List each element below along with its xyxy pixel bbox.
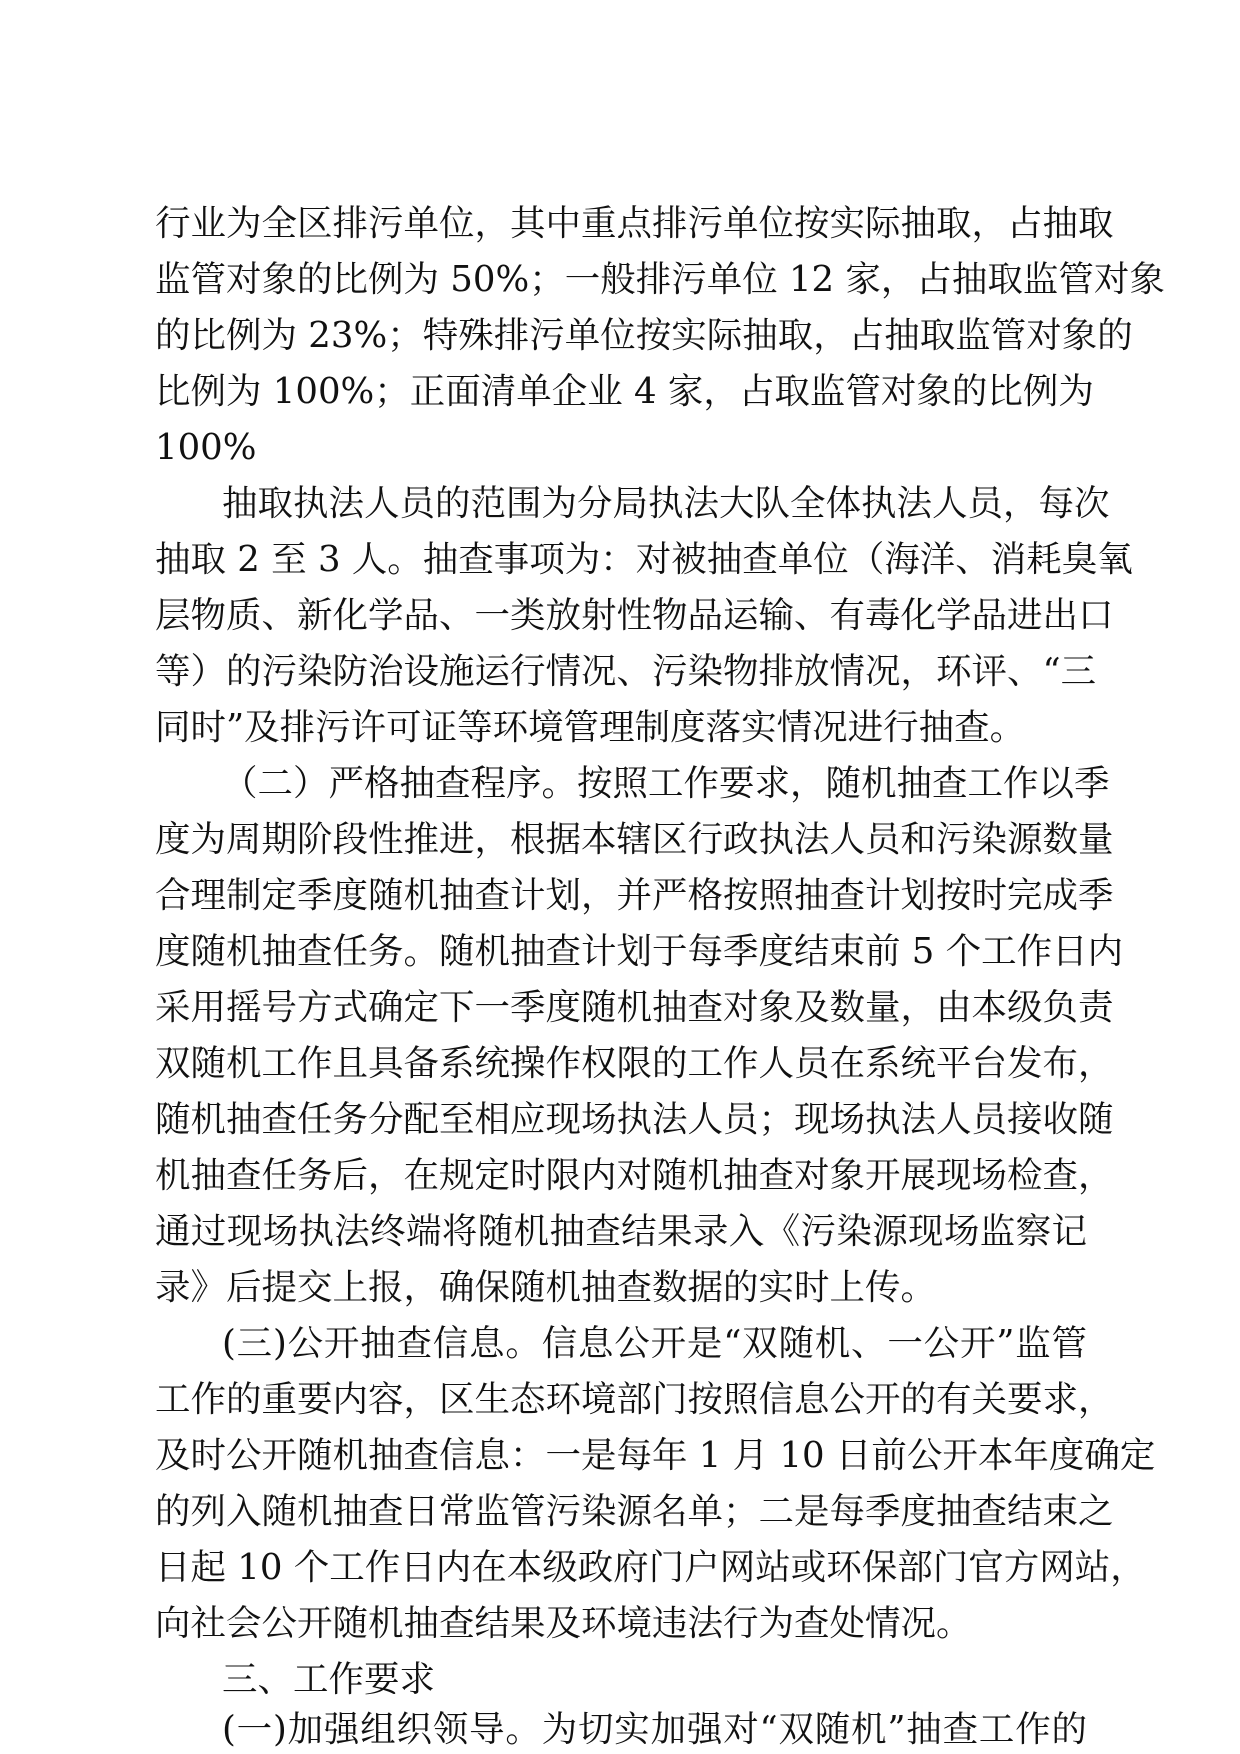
text-line: 同时”及排污许可证等环境管理制度落实情况进行抽查。 xyxy=(155,707,1026,748)
text-line: 层物质、新化学品、一类放射性物品运输、有毒化学品进出口 xyxy=(155,595,1114,636)
text-line: 合理制定季度随机抽查计划，并严格按照抽查计划按时完成季 xyxy=(155,875,1114,916)
text-line: (一)加强组织领导。为切实加强对“双随机”抽查工作的 xyxy=(222,1709,1087,1750)
text-line: 及时公开随机抽查信息：一是每年 1 月 10 日前公开本年度确定 xyxy=(155,1435,1156,1476)
text-line: (三)公开抽查信息。信息公开是“双随机、一公开”监管 xyxy=(222,1323,1087,1364)
text-line: 向社会公开随机抽查结果及环境违法行为查处情况。 xyxy=(155,1603,972,1644)
text-line: 录》后提交上报，确保随机抽查数据的实时上传。 xyxy=(155,1267,937,1308)
text-line: 行业为全区排污单位，其中重点排污单位按实际抽取，占抽取 xyxy=(155,203,1114,244)
text-line: 度为周期阶段性推进，根据本辖区行政执法人员和污染源数量 xyxy=(155,819,1114,860)
text-line: 的比例为 23%；特殊排污单位按实际抽取，占抽取监管对象的 xyxy=(155,315,1133,356)
text-line: 双随机工作且具备系统操作权限的工作人员在系统平台发布， xyxy=(155,1043,1114,1084)
text-line: （二）严格抽查程序。按照工作要求，随机抽查工作以季 xyxy=(222,763,1110,804)
text-line: 等）的污染防治设施运行情况、污染物排放情况，环评、“三 xyxy=(155,651,1097,692)
section-heading: 三、工作要求 xyxy=(222,1659,436,1700)
text-line: 工作的重要内容，区生态环境部门按照信息公开的有关要求， xyxy=(155,1379,1114,1420)
text-line: 日起 10 个工作日内在本级政府门户网站或环保部门官方网站， xyxy=(155,1547,1146,1588)
text-line: 比例为 100%；正面清单企业 4 家，占取监管对象的比例为 xyxy=(155,371,1094,412)
text-line: 采用摇号方式确定下一季度随机抽查对象及数量，由本级负责 xyxy=(155,987,1114,1028)
text-line: 度随机抽查任务。随机抽查计划于每季度结束前 5 个工作日内 xyxy=(155,931,1124,972)
text-line: 监管对象的比例为 50%；一般排污单位 12 家，占抽取监管对象 xyxy=(155,259,1165,300)
text-line: 100% xyxy=(155,427,257,468)
text-line: 通过现场执法终端将随机抽查结果录入《污染源现场监察记 xyxy=(155,1211,1087,1252)
text-line: 抽取执法人员的范围为分局执法大队全体执法人员，每次 xyxy=(222,483,1110,524)
text-line: 抽取 2 至 3 人。抽查事项为：对被抽查单位（海洋、消耗臭氧 xyxy=(155,539,1133,580)
text-line: 随机抽查任务分配至相应现场执法人员；现场执法人员接收随 xyxy=(155,1099,1114,1140)
text-line: 的列入随机抽查日常监管污染源名单；二是每季度抽查结束之 xyxy=(155,1491,1114,1532)
text-line: 机抽查任务后，在规定时限内对随机抽查对象开展现场检查， xyxy=(155,1155,1114,1196)
